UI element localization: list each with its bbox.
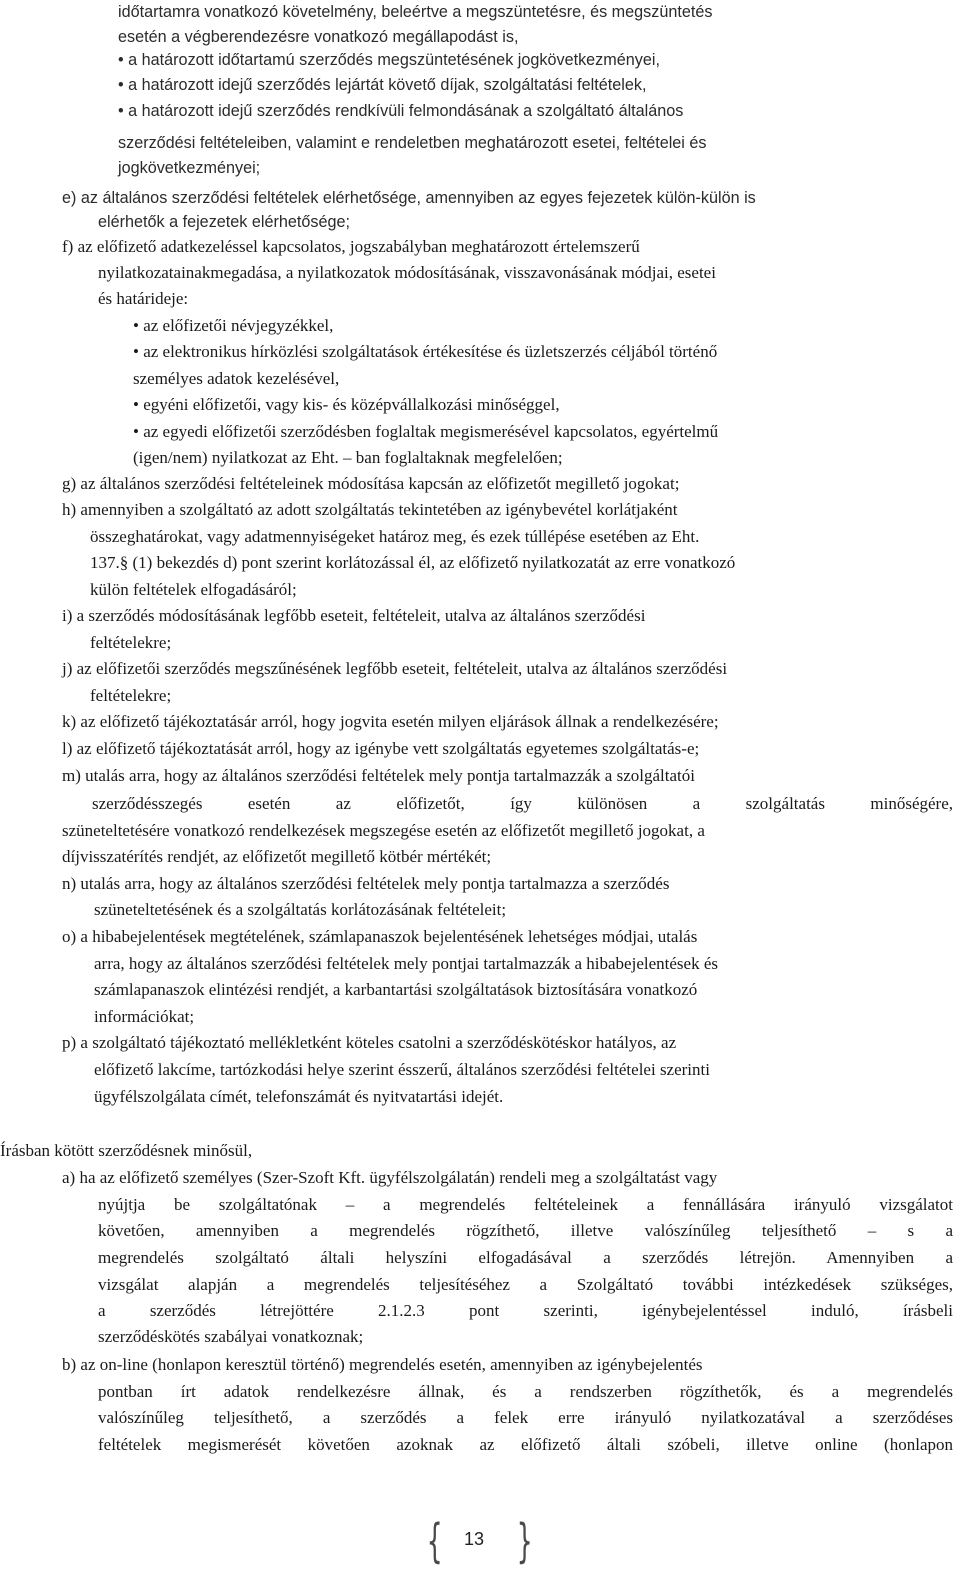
list-item-f: f) az előfizető adatkezeléssel kapcsolatos, jogszabályban meghatározott értelemszerű bbox=[62, 237, 640, 256]
text-line: előfizető lakcíme, tartózkodási helye szerint ésszerű, általános szerződési feltételei szerinti bbox=[94, 1060, 710, 1079]
text-line: nyilatkozatainakmegadása, a nyilatkozatok módosításának, visszavonásának módjai, esetei bbox=[98, 263, 716, 282]
text-line: szerződésszegés esetén az előfizetőt, így különösen a szolgáltatás minőségére, bbox=[92, 794, 953, 813]
bullet-item: • az elektronikus hírközlési szolgáltatások értékesítése és üzletszerzés céljából történő bbox=[133, 342, 718, 361]
text-line: 137.§ (1) bekezdés d) pont szerint korlátozással él, az előfizető nyilatkozatát az erre vonatkozó bbox=[90, 553, 736, 572]
text-line: szerződési feltételeiben, valamint e rendeletben meghatározott esetei, feltételei és bbox=[118, 134, 707, 152]
text-line: valószínűleg teljesíthető, a szerződés a felek erre irányuló nyilatkozatával a szerződéses bbox=[98, 1408, 953, 1427]
list-item-b: b) az on-line (honlapon keresztül történő) megrendelés esetén, amennyiben az igénybejelentés bbox=[62, 1355, 703, 1374]
text-line: a szerződés létrejöttére 2.1.2.3 pont szerinti, igénybejelentéssel induló, írásbeli bbox=[98, 1301, 953, 1320]
bullet-item: • az előfizetői névjegyzékkel, bbox=[133, 316, 334, 335]
page-number-footer bbox=[424, 1514, 533, 1568]
page-number: 13 bbox=[463, 1529, 485, 1549]
text-line: esetén a végberendezésre vonatkozó megállapodást is, bbox=[118, 28, 519, 46]
text-line: feltételekre; bbox=[90, 633, 172, 652]
text-line: időtartamra vonatkozó követelmény, beleértve a megszüntetésre, és megszüntetés bbox=[118, 3, 713, 21]
text-line: összeghatárokat, vagy adatmennyiségeket határoz meg, és ezek túllépése esetében az Eht. bbox=[90, 527, 700, 546]
bullet-item: • az egyedi előfizetői szerződésben foglaltak megismerésével kapcsolatos, egyértelmű bbox=[133, 422, 719, 441]
text-line: követően, amennyiben a megrendelés rögzíthető, illetve valószínűleg teljesíthető – s a bbox=[98, 1221, 953, 1240]
list-item-j: j) az előfizetői szerződés megszűnésének legfőbb eseteit, feltételeit, utalva az általános szerződési bbox=[62, 659, 728, 678]
list-item-e: e) az általános szerződési feltételek elérhetősége, amennyiben az egyes fejezetek külön-külön is bbox=[62, 189, 756, 207]
text-line: nyújtja be szolgáltatónak – a megrendelés feltételeinek a fennállására irányuló vizsgálatot bbox=[98, 1195, 953, 1214]
text-line: ügyfélszolgálata címét, telefonszámát és nyitvatartási idejét. bbox=[94, 1087, 504, 1106]
list-item-k: k) az előfizető tájékoztatásár arról, hogy jogvita esetén milyen eljárások állnak a rendelkezésére; bbox=[62, 712, 719, 731]
text-line: feltételek megismerését követően azoknak az előfizető általi szóbeli, illetve online (honlapon bbox=[98, 1435, 953, 1454]
text-line: szüneteltetésére vonatkozó rendelkezések megszegése esetén az előfizetőt megillető jogokat, a bbox=[62, 821, 705, 840]
text-line: díjvisszatérítés rendjét, az előfizetőt megillető kötbér mértékét; bbox=[62, 847, 492, 866]
bullet-item: • a határozott idejű szerződés rendkívüli felmondásának a szolgáltató általános bbox=[118, 102, 684, 120]
text-line: feltételekre; bbox=[90, 686, 172, 705]
right-brace-icon: } bbox=[516, 1514, 533, 1568]
list-item-i: i) a szerződés módosításának legfőbb eseteit, feltételeit, utalva az általános szerződési bbox=[62, 606, 646, 625]
text-line: és határideje: bbox=[98, 289, 189, 308]
list-item-g: g) az általános szerződési feltételeinek módosítása kapcsán az előfizetőt megillető jogokat; bbox=[62, 474, 680, 493]
text-line: pontban írt adatok rendelkezésre állnak, és a rendszerben rögzíthetők, és a megrendelés bbox=[98, 1382, 953, 1401]
left-brace-icon: { bbox=[426, 1514, 443, 1568]
text-line: szerződéskötés szabályai vonatkoznak; bbox=[98, 1327, 364, 1346]
text-line: arra, hogy az általános szerződési feltételek mely pontjai tartalmazzák a hibabejelentések és bbox=[94, 954, 718, 973]
list-item-n: n) utalás arra, hogy az általános szerződési feltételek mely pontja tartalmazza a szerződés bbox=[62, 874, 670, 893]
text-line: jogkövetkezményei; bbox=[118, 159, 261, 177]
list-item-p: p) a szolgáltató tájékoztató mellékletként köteles csatolni a szerződéskötéskor hatályos, az bbox=[62, 1033, 677, 1052]
list-item-m: m) utalás arra, hogy az általános szerződési feltételek mely pontja tartalmazzák a szolgáltatói bbox=[62, 766, 695, 785]
text-line: információkat; bbox=[94, 1007, 195, 1026]
list-item-a: a) ha az előfizető személyes (Szer-Szoft Kft. ügyfélszolgálatán) rendeli meg a szolgáltatást vagy bbox=[62, 1168, 718, 1187]
list-item-h: h) amennyiben a szolgáltató az adott szolgáltatás tekintetében az igénybevétel korlátjaként bbox=[62, 500, 678, 519]
list-item-l: l) az előfizető tájékoztatását arról, hogy az igénybe vett szolgáltatás egyetemes szolgáltatás-e; bbox=[62, 739, 700, 758]
bullet-item: • a határozott időtartamú szerződés megszüntetésének jogkövetkezményei, bbox=[118, 51, 660, 69]
bullet-item: • egyéni előfizetői, vagy kis- és középvállalkozási minőséggel, bbox=[133, 395, 560, 414]
text-line: vizsgálat alapján a megrendelés teljesítéséhez a Szolgáltató további intézkedések szükséges, bbox=[98, 1275, 953, 1294]
text-line: (igen/nem) nyilatkozat az Eht. – ban foglaltaknak megfelelően; bbox=[133, 448, 563, 467]
list-item-o: o) a hibabejelentések megtételének, számlapanaszok bejelentésének lehetséges módjai, utalás bbox=[62, 927, 698, 946]
text-line: külön feltételek elfogadásáról; bbox=[90, 580, 297, 599]
text-line: számlapanaszok elintézési rendjét, a karbantartási szolgáltatások biztosítására vonatkozó bbox=[94, 980, 698, 999]
text-line: személyes adatok kezelésével, bbox=[133, 369, 340, 388]
text-line: megrendelés szolgáltató általi helyszíni elfogadásával a szerződés létrejön. Amennyiben a bbox=[98, 1248, 953, 1267]
text-line: elérhetők a fejezetek elérhetősége; bbox=[98, 213, 350, 231]
bullet-item: • a határozott idejű szerződés lejártát követő díjak, szolgáltatási feltételek, bbox=[118, 76, 647, 94]
text-line: szüneteltetésének és a szolgáltatás korlátozásának feltételeit; bbox=[94, 900, 507, 919]
section-intro: Írásban kötött szerződésnek minősül, bbox=[0, 1141, 253, 1160]
